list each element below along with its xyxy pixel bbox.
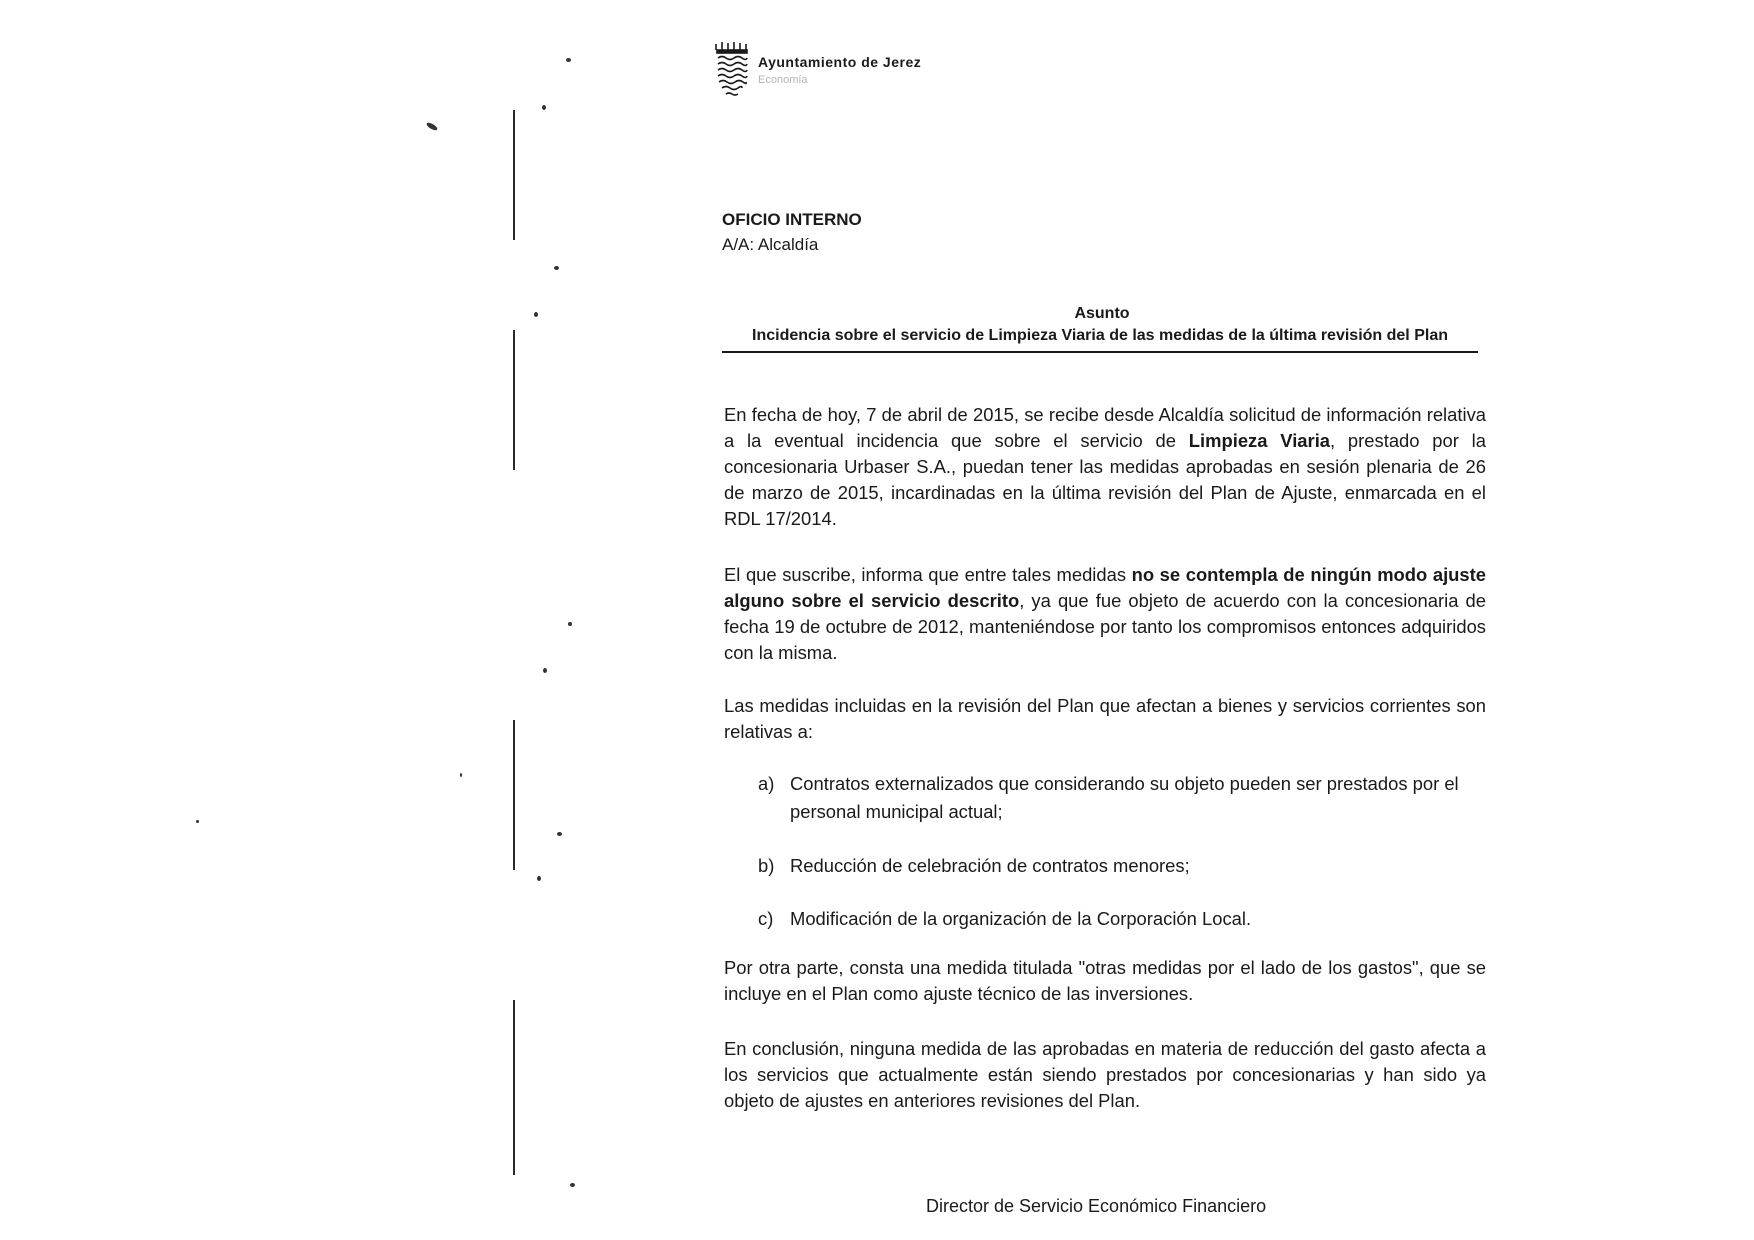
paragraph-request [724,402,1486,532]
list-marker: b) [758,855,775,876]
paragraph-text: El que suscribe, informa que entre tales medidas [724,564,1132,585]
document-type: OFICIO INTERNO [722,210,862,229]
scan-speck [568,622,572,626]
scan-margin-line [513,330,515,470]
scan-speck [542,105,546,110]
list-marker: a) [758,773,775,794]
paragraph-measures-intro: Las medidas incluidas en la revisión del Plan que afectan a bienes y servicios corrientes son relativas a: [724,695,1486,742]
department-name: Economía [758,74,808,86]
scan-speck [543,668,547,673]
addressee: A/A: Alcaldía [722,235,819,254]
paragraph-other-measures: Por otra parte, consta una medida titulada "otras medidas por el lado de los gastos", que se incluye en el Plan como ajuste técnico de las inversiones. [724,957,1486,1004]
paragraph-text: , ya que fue objeto de acuerdo con la concesionaria de fecha 19 de octubre de 2012, manteniéndose por tanto los compromisos entonces adquiridos con la misma. [724,590,1486,663]
measure-item-a [758,770,1486,826]
measure-item-b [758,852,1486,880]
letterhead [712,40,972,110]
measure-text: Reducción de celebración de contratos menores; [790,855,1190,876]
scan-speck [557,832,562,836]
paragraph-emphasis: Limpieza Viaria [1188,430,1331,451]
scan-speck [566,58,571,62]
measure-text: Modificación de la organización de la Corporación Local. [790,908,1252,929]
subject-label: Asunto [1074,305,1130,322]
scan-speck [426,121,439,131]
scan-margin-line [513,110,515,240]
scan-speck [196,820,199,823]
scan-margin-line [513,720,515,870]
scan-speck [534,312,538,317]
scan-speck [554,266,559,270]
paragraph-conclusion: En conclusión, ninguna medida de las aprobadas en materia de reducción del gasto afecta a los servicios que actualmente están siendo prestados por concesionarias y han sido ya objeto de ajustes en anteriores revisiones del Plan. [724,1038,1486,1111]
scan-margin-line [513,1000,515,1175]
paragraph-text: , prestado por la concesionaria Urbaser S.A., puedan tener las medidas aprobadas en sesión plenaria de 26 de marzo de 2015, incardinadas en la última revisión del Plan de Ajuste, enmarcada en el RDL 17/2014. [724,430,1486,529]
paragraph-report [724,562,1486,666]
paragraph-emphasis: no se contempla de ningún modo ajuste alguno sobre el servicio descrito [724,564,1486,611]
scan-speck [570,1183,575,1187]
subject-title: Incidencia sobre el servicio de Limpieza Viaria de las medidas de la última revisión del Plan [722,327,1478,353]
signature-title: Director de Servicio Económico Financiero [926,1196,1267,1216]
organization-name: Ayuntamiento de Jerez [758,54,922,70]
jerez-crest-icon [712,40,752,100]
scan-speck [537,876,541,881]
paragraph-text: En fecha de hoy, 7 de abril de 2015, se recibe desde Alcaldía solicitud de información relativa a la eventual incidencia que sobre el servicio de [724,404,1486,451]
scan-speck [460,773,462,777]
list-marker: c) [758,908,774,929]
measure-item-c [758,905,1486,933]
measure-text: Contratos externalizados que considerando su objeto pueden ser prestados por el personal municipal actual; [790,773,1459,822]
